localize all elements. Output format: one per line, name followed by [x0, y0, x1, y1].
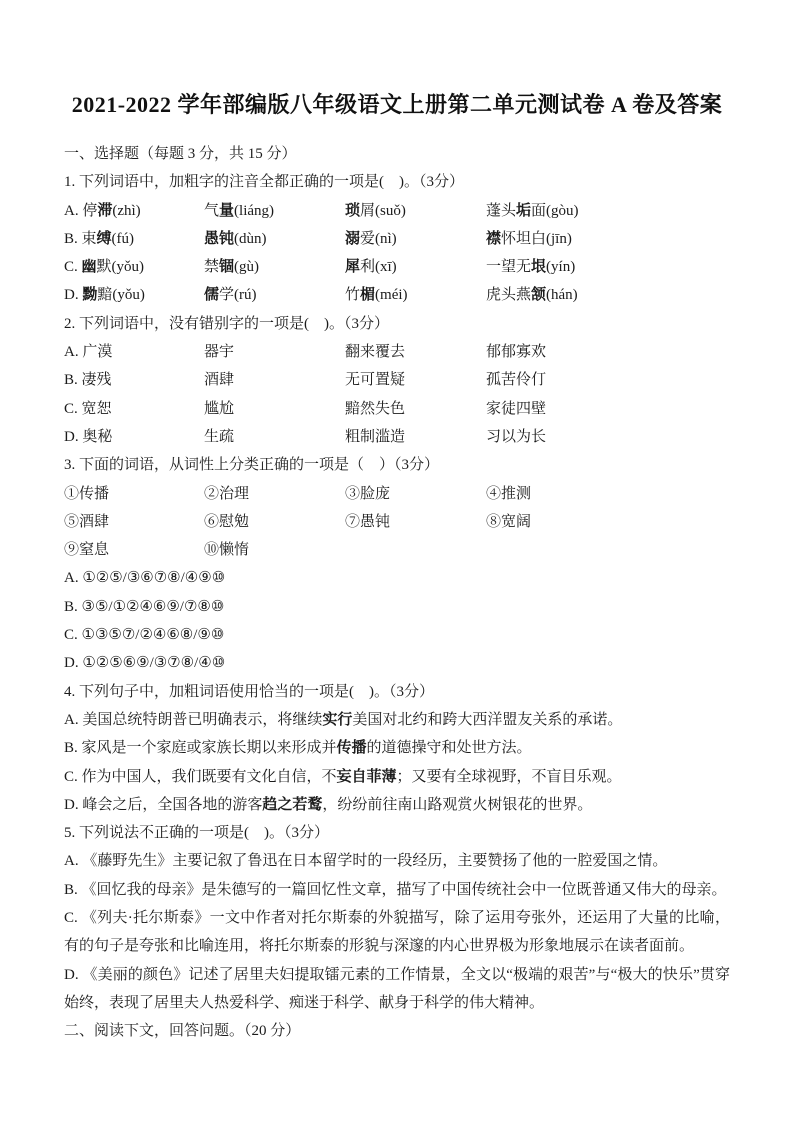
text-segment: D. 峰会之后，全国各地的游客	[64, 796, 263, 813]
word-cell: ①传播	[64, 485, 110, 502]
text-segment: 怀坦白(jīn)	[501, 230, 572, 247]
choice-line: B. 《回忆我的母亲》是朱德写的一篇回忆性文章，描写了中国传统社会中一位既普通又伟大的母亲。	[64, 881, 727, 898]
choice-line: A. 《藤野先生》主要记叙了鲁迅在日本留学时的一段经历，主要赞扬了他的一腔爱国之情。	[64, 853, 668, 870]
word-cell: 孤苦伶仃	[486, 372, 547, 389]
choice-line	[64, 763, 730, 791]
text-segment: 竹	[345, 287, 361, 304]
text-segment: ，纷纷前往南山路观赏火树银花的世界。	[322, 796, 593, 813]
word-cell: ⑧宽阔	[486, 513, 532, 530]
bold-word: 儒	[204, 287, 220, 304]
word-cell: 家徒四壁	[486, 400, 547, 417]
word-row	[64, 338, 730, 366]
question-1-prompt: 1. 下列词语中，加粗字的注音全都正确的一项是( )。（3分）	[64, 174, 464, 191]
question-3-choices	[64, 564, 730, 677]
text-segment: 面(gòu)	[531, 202, 579, 219]
word-row	[64, 281, 730, 309]
text-segment: (fú)	[111, 230, 135, 247]
choice-line: D. 《美丽的颜色》记述了居里夫妇提取镭元素的工作情景，全文以“极端的艰苦”与“极大的快乐”贯穿始终，表现了居里夫人热爱科学、痴迷于科学、献身于科学的伟大精神。	[64, 966, 730, 1011]
word-cell: ②治理	[204, 485, 250, 502]
bold-word: 滞	[97, 202, 113, 219]
word-cell: ⑨窒息	[64, 542, 110, 559]
text-segment: (gù)	[234, 259, 260, 276]
word-cell	[486, 197, 730, 225]
bold-word: 实行	[322, 711, 353, 728]
text-segment: B. 家风是一个家庭或家族长期以来形成并	[64, 740, 337, 757]
bold-word: 量	[219, 202, 235, 219]
section-1-heading: 一、选择题（每题 3 分，共 15 分）	[64, 146, 297, 162]
text-segment: (zhì)	[112, 202, 141, 219]
word-cell: 器宇	[204, 344, 235, 361]
text-segment: (méi)	[375, 287, 408, 304]
word-cell	[204, 253, 345, 281]
bold-word: 传播	[336, 740, 367, 757]
text-segment: C.	[64, 259, 82, 276]
bold-word: 溺	[345, 230, 361, 247]
word-cell	[204, 281, 345, 309]
word-cell: B. 凄残	[64, 372, 112, 389]
text-segment: D.	[64, 287, 83, 304]
word-cell	[64, 197, 204, 225]
word-row	[64, 253, 730, 281]
word-cell	[64, 225, 204, 253]
bold-word: 垠	[531, 259, 547, 276]
word-cell: ③脸庞	[345, 485, 391, 502]
choice-line: A. ①②⑤/③⑥⑦⑧/④⑨⑩	[64, 570, 226, 587]
page-title: 2021-2022 学年部编版八年级语文上册第二单元测试卷 A 卷及答案	[71, 92, 723, 117]
word-cell	[345, 281, 486, 309]
choice-line: B. ③⑤/①②④⑥⑨/⑦⑧⑩	[64, 598, 225, 615]
word-cell: ⑤酒肆	[64, 513, 110, 530]
word-cell	[64, 253, 204, 281]
text-segment: 美国对北约和跨大西洋盟友关系的承诺。	[352, 711, 623, 728]
word-row	[64, 536, 730, 564]
text-segment: 利(xī)	[360, 259, 397, 276]
bold-word: 垢	[516, 202, 532, 219]
question-3-prompt: 3. 下面的词语，从词性上分类正确的一项是（ ）（3分）	[64, 457, 440, 474]
bold-word: 趋之若鹜	[262, 796, 323, 813]
bold-word: 琐	[345, 202, 361, 219]
bold-word: 幽	[81, 259, 97, 276]
text-segment: 蓬头	[486, 202, 517, 219]
bold-word: 颔	[531, 287, 547, 304]
text-segment: 黯(yǒu)	[97, 287, 145, 304]
word-cell	[345, 225, 486, 253]
question-2-options-grid	[64, 338, 730, 451]
text-segment: 一望无	[486, 259, 532, 276]
question-4-choices	[64, 706, 730, 819]
text-segment: 禁	[204, 259, 220, 276]
question-3-items-grid	[64, 480, 730, 565]
word-cell: ④推测	[486, 485, 532, 502]
text-segment: 爱(nì)	[360, 230, 397, 247]
word-row	[64, 480, 730, 508]
choice-line	[64, 734, 730, 762]
question-5-prompt: 5. 下列说法不正确的一项是( )。（3分）	[64, 825, 329, 842]
text-segment: (liáng)	[234, 202, 275, 219]
text-segment: A. 美国总统特朗普已明确表示，将继续	[64, 711, 323, 728]
choice-line	[64, 706, 730, 734]
bold-word: 楣	[360, 287, 376, 304]
word-cell	[64, 281, 204, 309]
word-row	[64, 225, 730, 253]
bold-word: 缚	[96, 230, 112, 247]
word-row	[64, 423, 730, 451]
word-cell: 粗制滥造	[345, 428, 406, 445]
question-2-prompt: 2. 下列词语中，没有错别字的一项是( )。（3分）	[64, 315, 389, 332]
text-segment: 屑(suǒ)	[360, 202, 406, 219]
choice-line: C. ①③⑤⑦/②④⑥⑧/⑨⑩	[64, 627, 225, 644]
choice-line: C. 《列夫·托尔斯泰》一文中作者对托尔斯泰的外貌描写，除了运用夸张外，还运用了大量的比喻，有的句子是夸张和比喻连用，将托尔斯泰的形貌与深邃的内心世界极为形象地展示在读者面前。	[64, 910, 730, 955]
word-cell: ⑩懒惰	[204, 542, 250, 559]
word-cell: 酒肆	[204, 372, 235, 389]
word-cell: 郁郁寡欢	[486, 344, 547, 361]
word-cell	[345, 197, 486, 225]
bold-word: 黝	[82, 287, 98, 304]
word-cell: ⑥慰勉	[204, 513, 250, 530]
word-cell	[204, 197, 345, 225]
word-row	[64, 395, 730, 423]
text-segment: (yín)	[546, 259, 576, 276]
question-4-prompt: 4. 下列句子中，加粗词语使用恰当的一项是( )。（3分）	[64, 683, 434, 700]
bold-word: 愚钝	[204, 230, 235, 247]
choice-line: D. ①②⑤⑥⑨/③⑦⑧/④⑩	[64, 655, 226, 672]
text-segment: 的道德操守和处世方法。	[366, 740, 532, 757]
question-1-options-grid	[64, 197, 730, 310]
text-segment: 学(rú)	[219, 287, 257, 304]
word-cell: 尴尬	[204, 400, 235, 417]
word-cell	[486, 253, 730, 281]
word-cell: 黯然失色	[345, 400, 406, 417]
text-segment: 气	[204, 202, 220, 219]
word-cell: A. 广漠	[64, 344, 113, 361]
word-cell	[486, 281, 730, 309]
text-segment: C. 作为中国人，我们既要有文化自信，不	[64, 768, 337, 785]
word-row	[64, 508, 730, 536]
word-cell: 习以为长	[486, 428, 547, 445]
text-segment: (dùn)	[234, 230, 267, 247]
word-row	[64, 366, 730, 394]
word-cell: 无可置疑	[345, 372, 406, 389]
bold-word: 妄自菲薄	[336, 768, 397, 785]
word-cell	[204, 225, 345, 253]
word-cell: ⑦愚钝	[345, 513, 391, 530]
bold-word: 襟	[486, 230, 502, 247]
section-2-heading: 二、阅读下文，回答问题。（20 分）	[64, 1023, 301, 1040]
text-segment: 默(yǒu)	[96, 259, 145, 276]
word-cell: C. 宽恕	[64, 400, 112, 417]
text-segment: A. 停	[64, 202, 98, 219]
word-cell	[486, 225, 730, 253]
text-segment: B. 束	[64, 230, 97, 247]
choice-line	[64, 791, 730, 819]
question-5-choices	[64, 847, 730, 1017]
word-cell: 生疏	[204, 428, 235, 445]
word-row	[64, 197, 730, 225]
word-cell: D. 奥秘	[64, 428, 113, 445]
text-segment: (hán)	[546, 287, 578, 304]
bold-word: 锢	[219, 259, 235, 276]
text-segment: 虎头燕	[486, 287, 532, 304]
bold-word: 犀	[345, 259, 361, 276]
text-segment: ；又要有全球视野，不盲目乐观。	[396, 768, 622, 785]
word-cell	[345, 253, 486, 281]
word-cell: 翻来覆去	[345, 344, 406, 361]
